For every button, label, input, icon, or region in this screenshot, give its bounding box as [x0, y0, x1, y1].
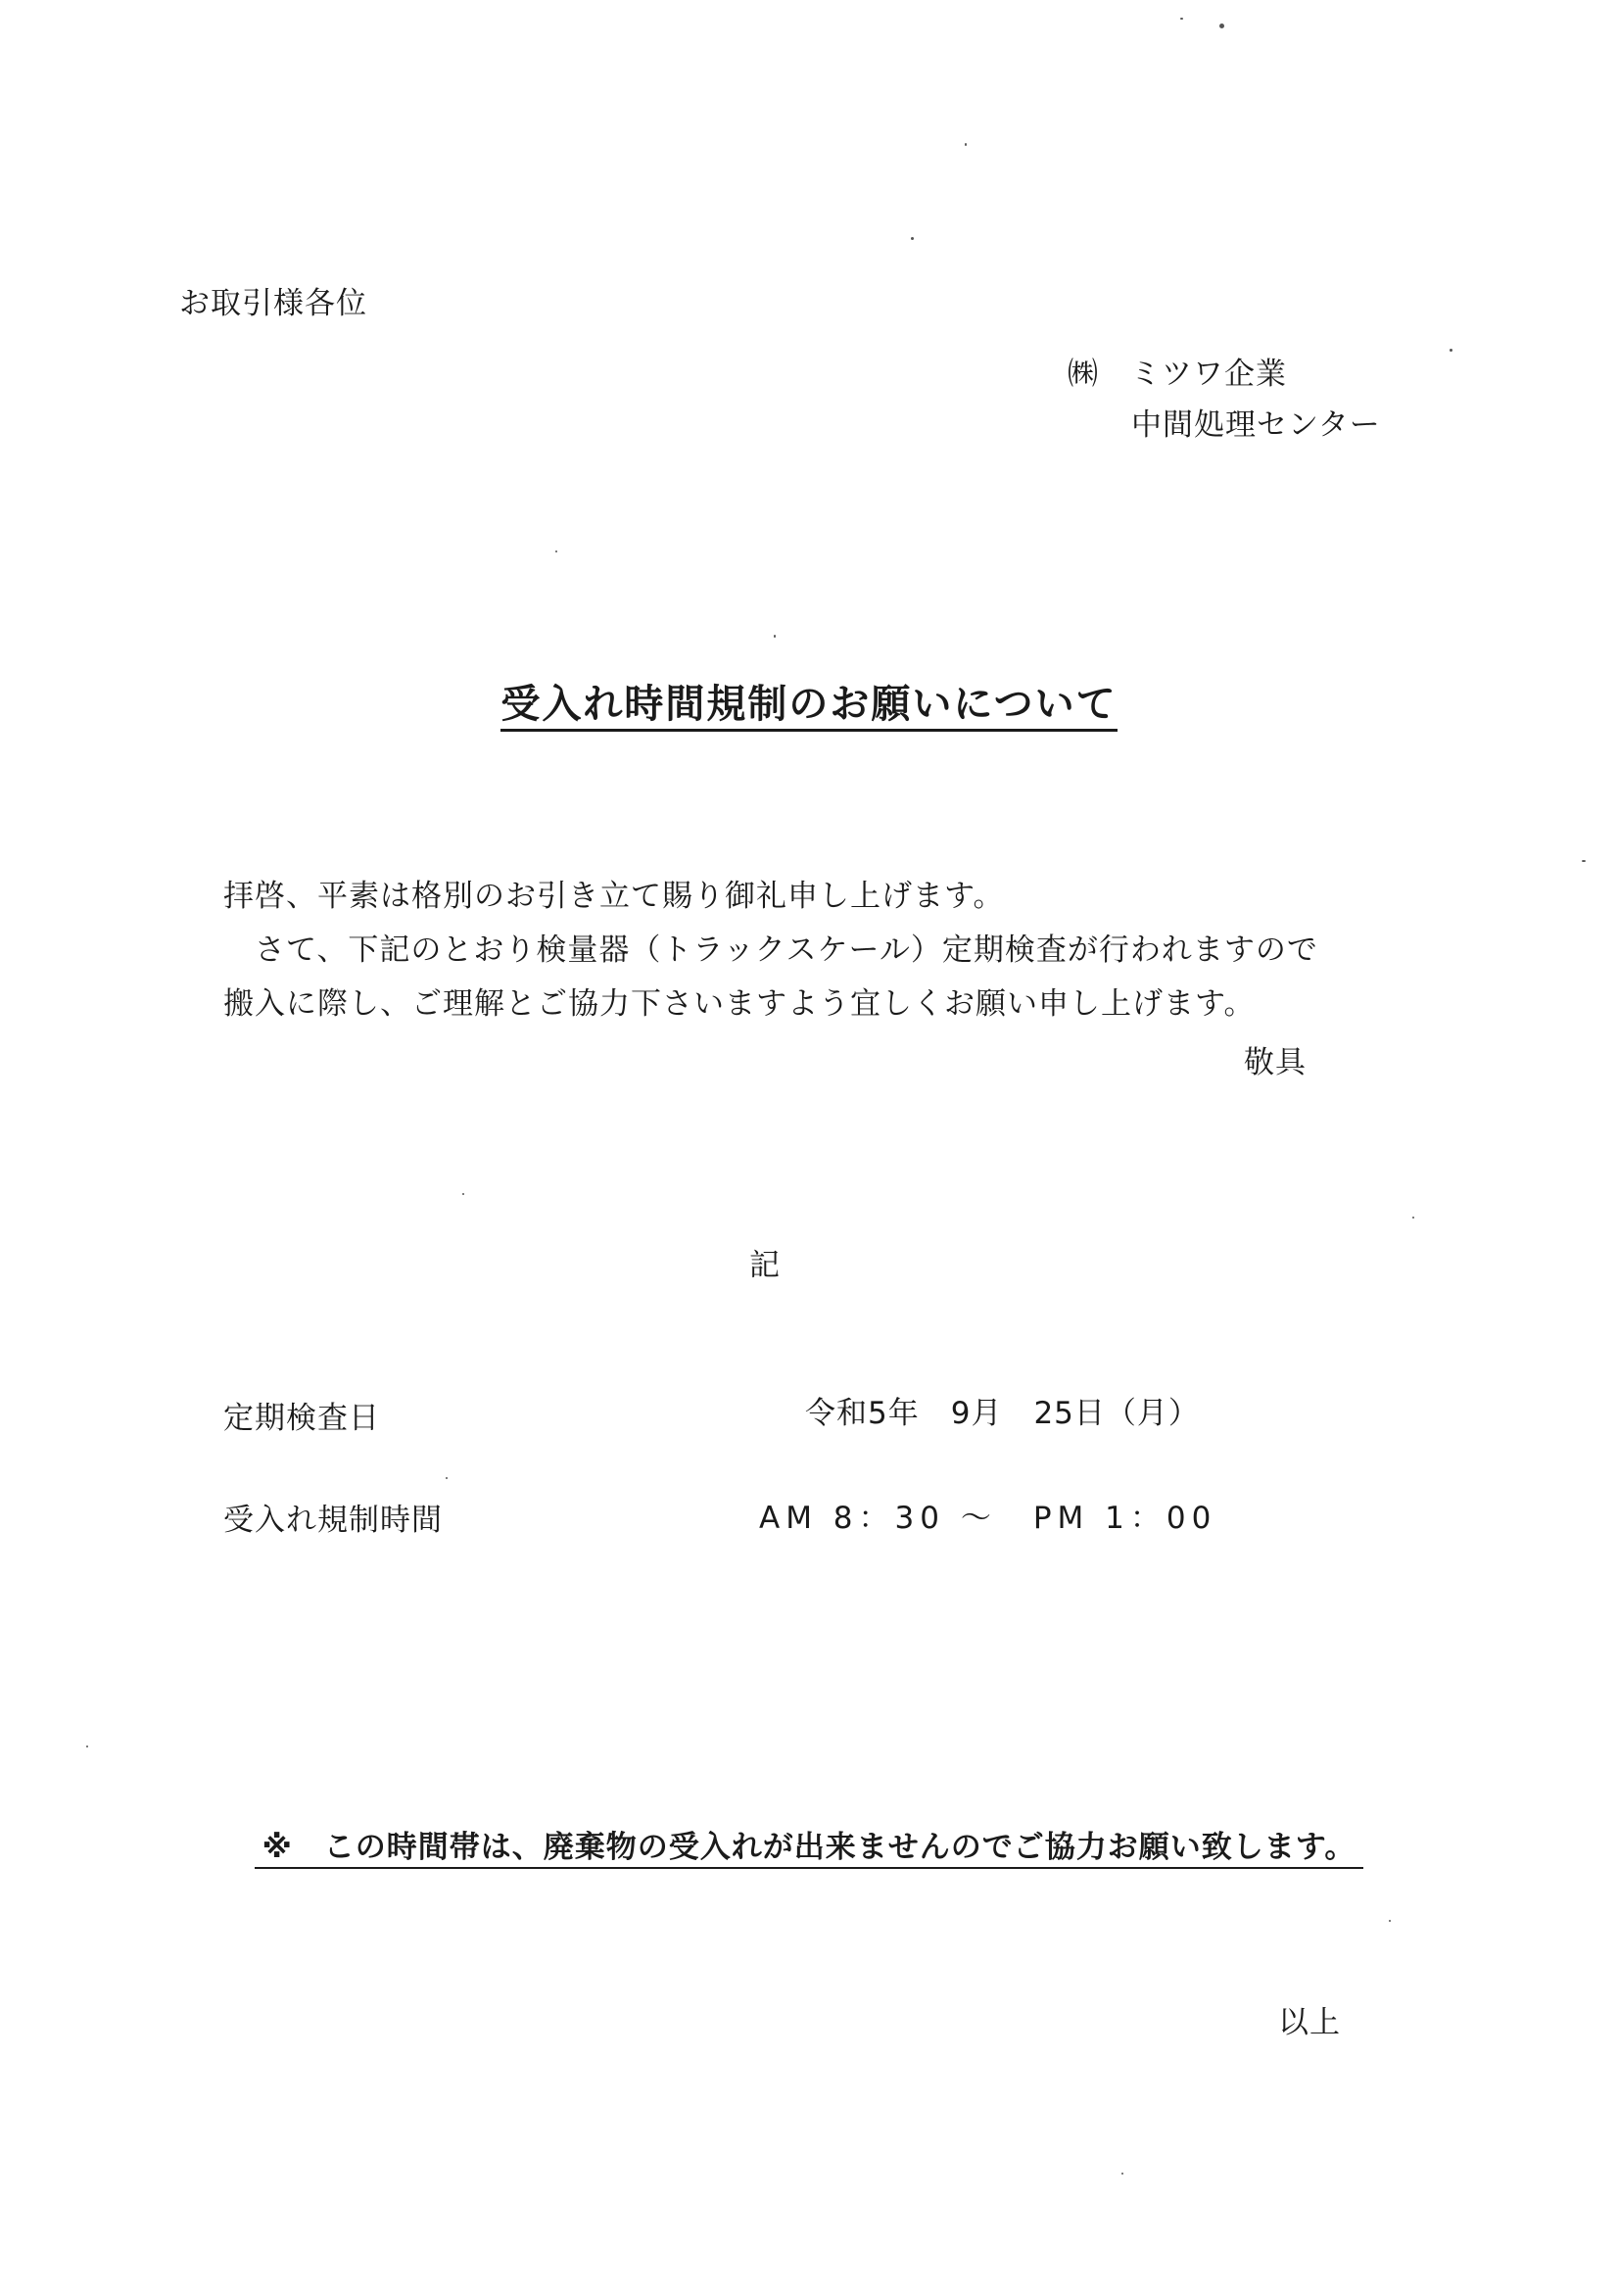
inspection-date-label: 定期検査日 [223, 1401, 380, 1436]
company-name: ㈱ ミツワ企業 [1068, 357, 1287, 392]
scan-speck [1412, 1217, 1414, 1219]
inspection-date-value: 令和5年 9月 25日（月） [805, 1396, 1200, 1431]
scan-speck [555, 550, 557, 552]
scan-speck [86, 1746, 88, 1747]
restriction-time-label: 受入れ規制時間 [223, 1503, 443, 1538]
addressee: お取引様各位 [179, 286, 367, 321]
notice-text: ※ この時間帯は、廃棄物の受入れが出来ませんのでご協力お願い致します。 [255, 1830, 1364, 1869]
body-line-2: さて、下記のとおり検量器（トラックスケール）定期検査が行われますので [223, 933, 1318, 968]
scan-speck [462, 1193, 464, 1195]
notice [0, 1827, 1618, 1868]
document-title-text: 受入れ時間規制のお願いについて [500, 682, 1117, 732]
body-line-3: 搬入に際し、ご理解とご協力下さいますよう宜しくお願い申し上げます。 [223, 986, 1256, 1022]
scan-speck [911, 237, 914, 240]
scan-speck [1219, 24, 1224, 28]
scan-speck [1389, 1920, 1391, 1922]
end-phrase: 以上 [1278, 2005, 1341, 2040]
restriction-time-value: AM 8：30 ～ PM 1：00 [759, 1501, 1217, 1536]
scan-speck [774, 635, 776, 638]
document-title [0, 680, 1618, 729]
body-line-1: 拝啓、平素は格別のお引き立て賜り御礼申し上げます。 [223, 879, 1005, 914]
ki-heading: 記 [749, 1248, 781, 1283]
scan-speck [1450, 349, 1452, 352]
scan-speck [965, 143, 967, 146]
scan-speck [1180, 18, 1183, 20]
scan-speck [446, 1477, 448, 1479]
scan-speck [1121, 2173, 1123, 2175]
scan-speck [1582, 860, 1586, 862]
closing-phrase: 敬具 [1244, 1045, 1307, 1080]
department-name: 中間処理センター [1131, 407, 1381, 443]
